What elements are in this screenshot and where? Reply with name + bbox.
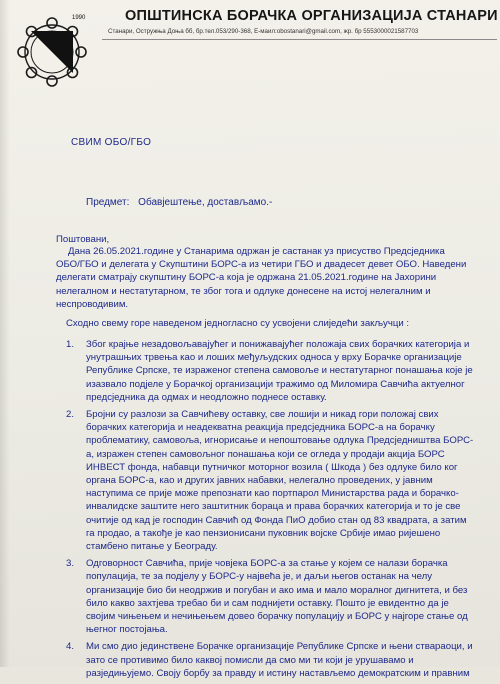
conclusion-number: 4.: [66, 641, 75, 653]
subject-label: Предмет:: [86, 197, 130, 208]
letterhead-divider: [102, 39, 497, 40]
conclusion-text: Бројни су разлози за Савчићеву оставку, све лошији и никад гори положај свих борачких категорија и неадекватна реакција предсједника БОРС-а на борачку проблематику, самовоља, игнорисање и непоштовање одлука Предсједништва БОРС-а, изражен степен самовољног понашања који се огледа у продаји акција БОРС ИНВЕСТ фонда, набавци путничког моторног возила ( Шкода ) без одлуке било ког органа БОРС-а, као и других јавних набавки, нелегално проведених, у јавним наступима се прије може препознати као портпарол Министарства рада и борачко-инвалидске заштите него заштитник бораца и права борачких категорија и то је све очитије од кад је господин Савчић од Фонда ПиО добио стан од 83 квадрата, а затим га продао, а такође је као пензионисани пуковник војске Србије имао ријешено стамбено питање у Београду.: [86, 409, 474, 553]
conclusion-number: 1.: [66, 339, 75, 350]
organization-logo: [10, 6, 96, 92]
conclusions-list: [66, 338, 474, 684]
page-edge-shadow: [0, 0, 10, 667]
recipient-line: СВИМ ОБО/ГБО: [71, 137, 152, 148]
intro-paragraph: Дана 26.05.2021.године у Станарима одржан је састанак уз присуство Предсједника ОБО/ГБО и делегата у Скупштини БОРС-а из четири ГБО и двадесет девет ОБО. Наведени делегати сматрају скупштину БОРС-а која је одржана 21.05.2021.године на Јахорини нелегалном и нестатутарном, те због тога и одлуке донесене на истој нелегалним и неспроводивим.: [56, 246, 467, 310]
conclusion-number: 3.: [66, 558, 75, 570]
organization-name: ОПШТИНСКА БОРАЧКА ОРГАНИЗАЦИЈА СТАНАРИ: [125, 8, 498, 24]
conclusion-text: Одговорност Савчића, прије човјека БОРС-а за стање у којем се налази борачка популација, те за подјелу у БОРС-у највећа је, и даљи његов останак на челу организације био би неодржив и погубан и ако има и мало моралног дигнитета, и без било какво захтјева требао би и сам поднијети оставку. Пошто је евидентно да је својим чињењем и нечињењем довео борачку популацију и БОРС у најгоре стање од његног постојања.: [86, 558, 468, 636]
conclusion-text: Ми смо дио јединствене Борачке организације Републике Српске и њени ствараоци, и зато се противимо било каквој помисли да смо ми ти који је урушавамо и разједињујемо. Своју борбу за правду и истину настављемо демократским и правним: [86, 641, 473, 679]
subject-text: Обавјештење, достављамо.-: [138, 197, 273, 208]
organization-address: Станари, Остружња Доња бб, бр.тел.053/290-368, Е-маил:obostanari@gmail.com, жр. бр 5553000021587703: [108, 28, 419, 35]
conclusion-item: [66, 338, 474, 404]
conclusion-item: [66, 408, 474, 553]
conclusion-item: [66, 557, 474, 636]
conclusion-number: 2.: [66, 409, 75, 421]
subject-line: [86, 197, 272, 208]
logo-year: 1990: [72, 15, 86, 21]
salutation: Поштовани,: [56, 234, 110, 245]
conclusion-text: Због крајње незадовољавајућег и понижавајућег положаја свих борачких категорија и унутрашњих трвења као и лоших међуљудских односа у врху Борачке организације Републике Српске, те израженог степена самовоље и нестатутарног понашања које је изазвало подјеле у Борачкој организацији тражимо од Миломира Савчића актуелног предсједника да одмах и неодложно поднесе оставку.: [86, 339, 473, 403]
conclusion-item: [66, 640, 474, 680]
conclusions-lead: Сходно свему горе наведеном једногласно су усвојени слиједећи закључци :: [66, 318, 410, 329]
